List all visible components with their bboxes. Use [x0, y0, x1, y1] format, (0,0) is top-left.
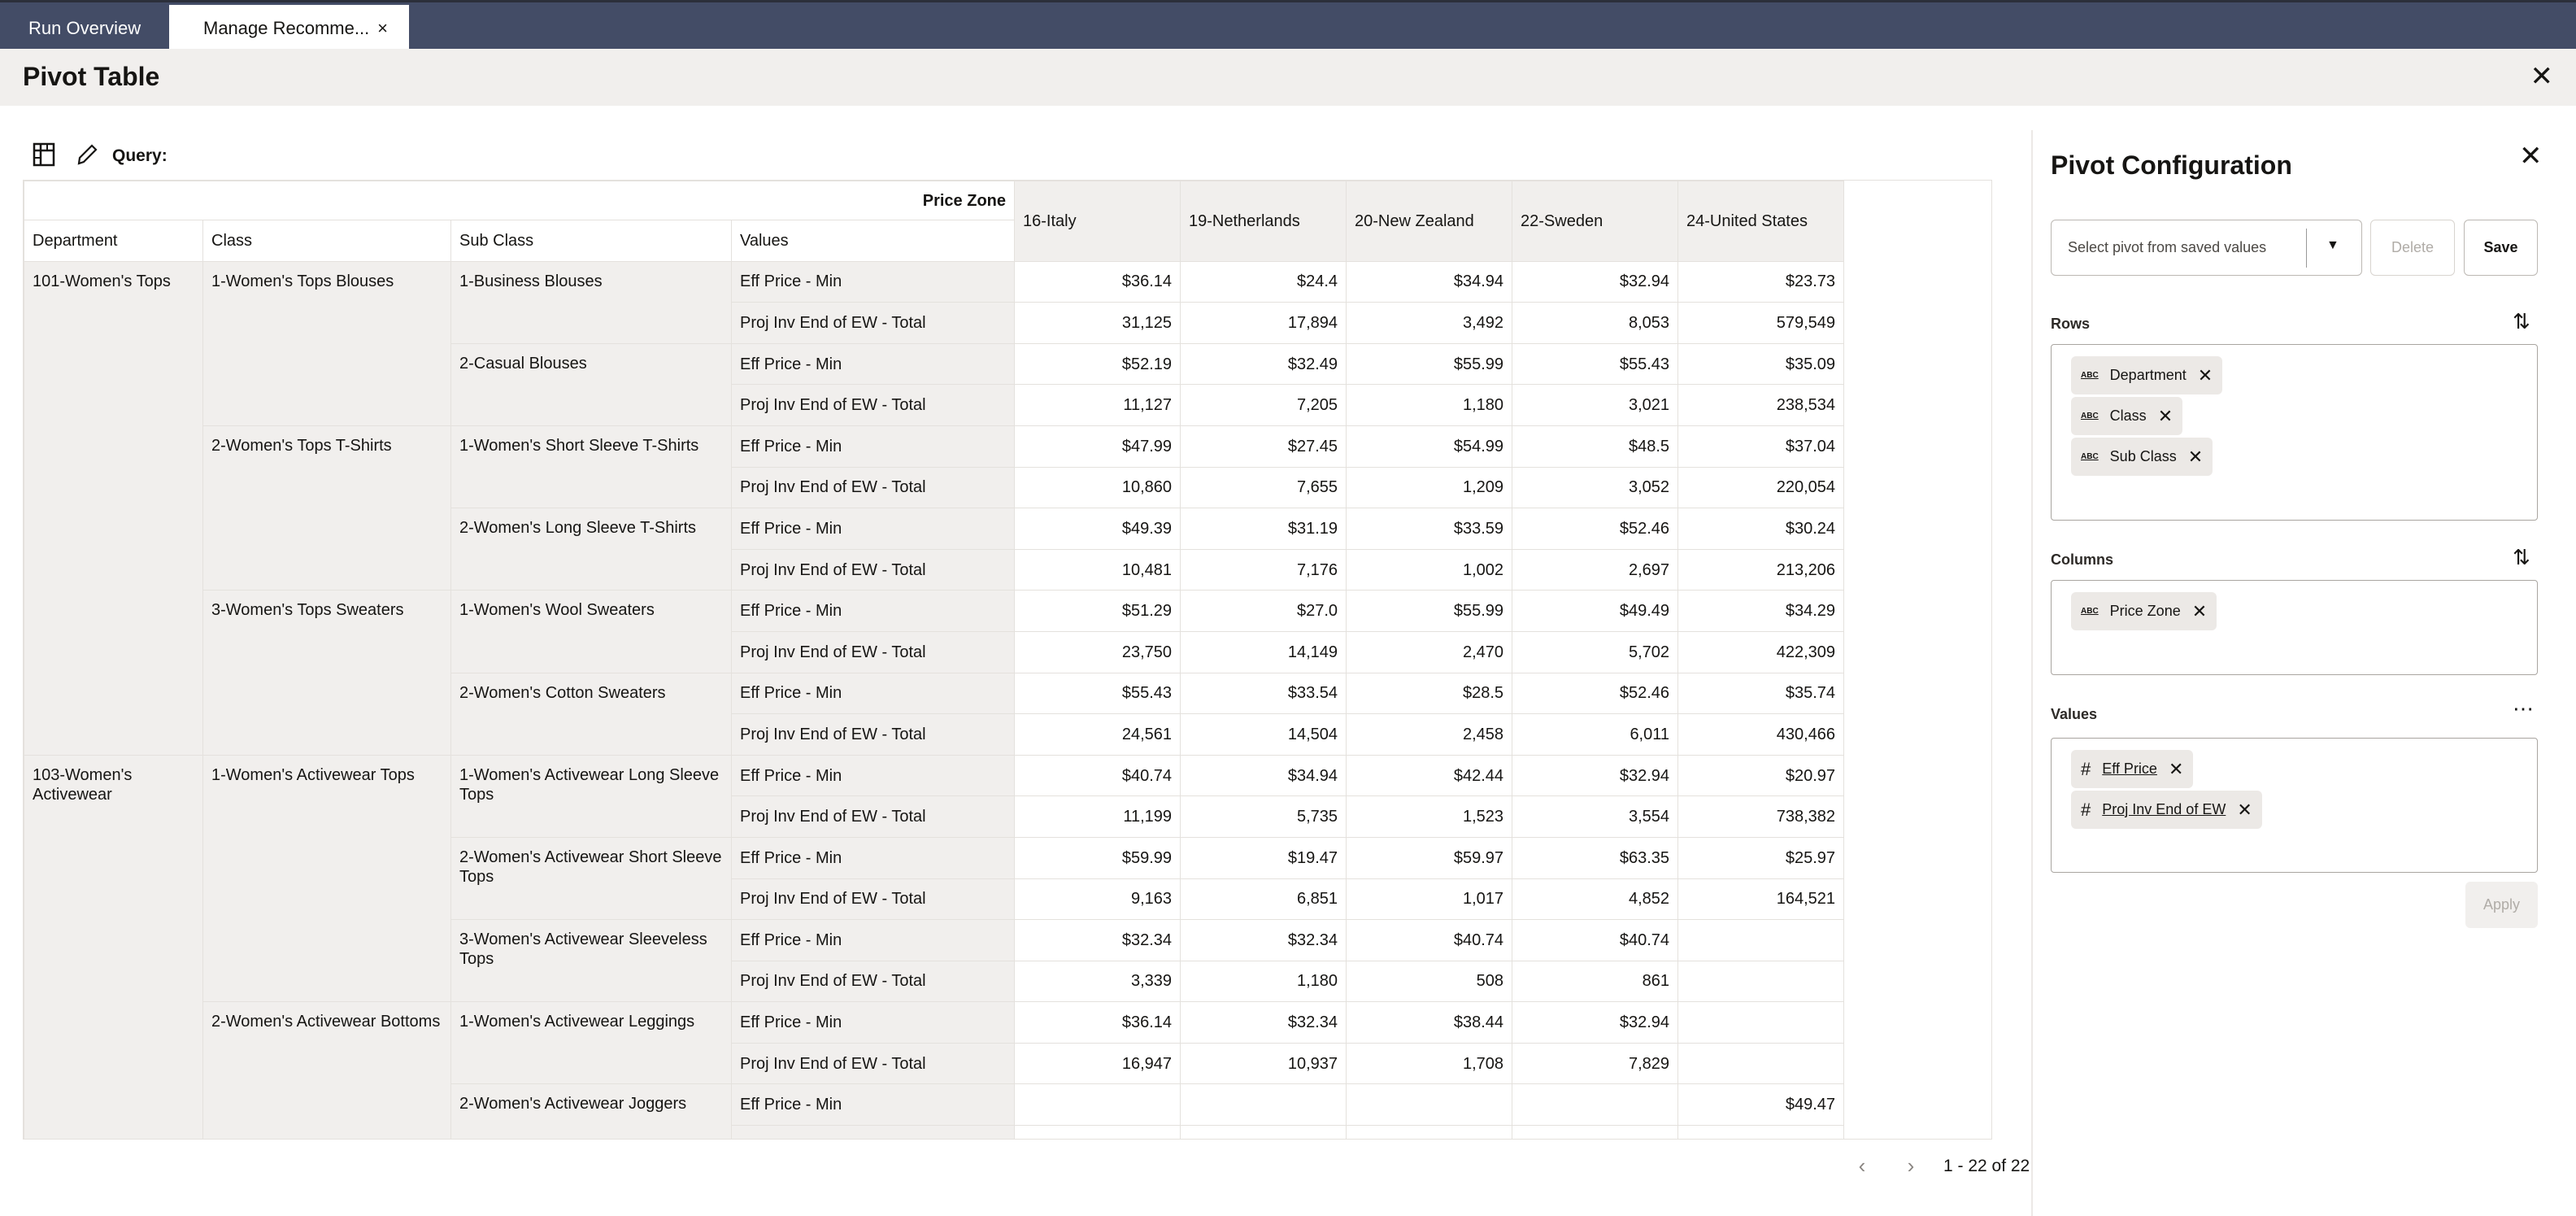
- measure-cell: Eff Price - Min: [732, 508, 1015, 550]
- subclass-cell: 3-Women's Activewear Sleeveless Tops: [451, 920, 732, 1002]
- value-cell: $19.47: [1181, 837, 1347, 878]
- value-cell: $32.94: [1512, 1002, 1678, 1044]
- value-cell: [1512, 1126, 1678, 1140]
- value-cell: [1512, 1084, 1678, 1126]
- empty-cell: [1844, 673, 1992, 714]
- rows-drop-zone[interactable]: [2051, 344, 2538, 521]
- value-cell: $40.74: [1015, 755, 1181, 796]
- chevron-down-icon[interactable]: ▼: [2326, 238, 2339, 252]
- value-cell: $49.39: [1015, 508, 1181, 550]
- class-cell: 2-Women's Activewear Bottoms: [203, 1002, 451, 1140]
- empty-cell: [1844, 1084, 1992, 1126]
- field-chip[interactable]: [2071, 397, 2182, 435]
- empty-cell: [1844, 385, 1992, 426]
- subclass-cell: 2-Casual Blouses: [451, 343, 732, 425]
- value-cell: $47.99: [1015, 425, 1181, 467]
- tab-manage-recommendations[interactable]: [169, 5, 409, 51]
- text-field-icon: ABC: [2081, 412, 2099, 421]
- remove-chip-icon[interactable]: ✕: [2197, 364, 2213, 386]
- subclass-cell: 1-Women's Activewear Leggings: [451, 1002, 732, 1084]
- measure-cell: Eff Price - Min: [732, 673, 1015, 714]
- value-cell: 9,163: [1015, 878, 1181, 920]
- value-cell: $52.46: [1512, 508, 1678, 550]
- class-cell: 1-Women's Tops Blouses: [203, 261, 451, 425]
- department-cell: 103-Women's Activewear: [24, 755, 203, 1140]
- value-cell: $59.97: [1347, 837, 1512, 878]
- empty-cell: [1844, 1002, 1992, 1044]
- column-header[interactable]: 19-Netherlands: [1181, 181, 1347, 262]
- delete-button[interactable]: Delete: [2370, 220, 2455, 276]
- measure-cell: Proj Inv End of EW - Total: [732, 303, 1015, 344]
- value-cell: $40.74: [1347, 920, 1512, 961]
- subclass-cell: 1-Women's Short Sleeve T-Shirts: [451, 425, 732, 508]
- value-cell: 508: [1347, 961, 1512, 1002]
- column-header[interactable]: 22-Sweden: [1512, 181, 1678, 262]
- value-cell: 3,052: [1512, 467, 1678, 508]
- value-cell: $42.44: [1347, 755, 1512, 796]
- table-row: [24, 591, 1993, 632]
- value-cell: 164,521: [1678, 878, 1844, 920]
- value-cell: 16,947: [1015, 1043, 1181, 1084]
- value-cell: $27.0: [1181, 591, 1347, 632]
- remove-chip-icon[interactable]: ✕: [2157, 405, 2174, 426]
- page-title: Pivot Table: [23, 62, 160, 91]
- department-cell: 101-Women's Tops: [24, 261, 203, 755]
- value-cell: 7,655: [1181, 467, 1347, 508]
- class-cell: 3-Women's Tops Sweaters: [203, 591, 451, 755]
- value-cell: [1347, 1126, 1512, 1140]
- subclass-cell: 2-Women's Activewear Short Sleeve Tops: [451, 837, 732, 919]
- table-row: [24, 425, 1993, 467]
- tab-label: Run Overview: [28, 17, 141, 38]
- measure-cell: Eff Price - Min: [732, 1002, 1015, 1044]
- value-cell: 3,021: [1512, 385, 1678, 426]
- column-header[interactable]: 24-United States: [1678, 181, 1844, 262]
- class-cell: 2-Women's Tops T-Shirts: [203, 425, 451, 590]
- value-cell: 430,466: [1678, 714, 1844, 756]
- value-cell: $52.46: [1512, 673, 1678, 714]
- chip-label: Sub Class: [2109, 448, 2177, 464]
- value-cell: $49.49: [1512, 591, 1678, 632]
- value-cell: 10,937: [1181, 1043, 1347, 1084]
- empty-cell: [1844, 755, 1992, 796]
- chip-row: [2071, 791, 2517, 831]
- value-cell: $40.74: [1512, 920, 1678, 961]
- value-cell: 861: [1512, 961, 1678, 1002]
- measure-cell: Proj Inv End of EW - Total: [732, 631, 1015, 673]
- measure-cell: Proj Inv End of EW - Total: [732, 1043, 1015, 1084]
- values-drop-zone[interactable]: [2051, 738, 2538, 873]
- table-row: [24, 261, 1993, 303]
- value-cell: 24,561: [1015, 714, 1181, 756]
- measure-cell: Proj Inv End of EW - Total: [732, 467, 1015, 508]
- empty-cell: [1844, 343, 1992, 385]
- value-cell: $28.5: [1347, 673, 1512, 714]
- pivot-grid: [24, 181, 1992, 1140]
- value-cell: 738,382: [1678, 796, 1844, 838]
- field-chip[interactable]: [2071, 438, 2213, 476]
- apply-button[interactable]: Apply: [2465, 882, 2538, 928]
- measure-cell: Eff Price - Min: [732, 425, 1015, 467]
- value-cell: $55.99: [1347, 591, 1512, 632]
- measure-cell: Proj Inv End of EW - Total: [732, 961, 1015, 1002]
- header-row: [24, 181, 1993, 220]
- value-cell: 422,309: [1678, 631, 1844, 673]
- pivot-table[interactable]: [23, 180, 1992, 1140]
- value-cell: $34.94: [1347, 261, 1512, 303]
- chip-row: [2071, 750, 2517, 791]
- value-cell: $27.45: [1181, 425, 1347, 467]
- table-row: [24, 1002, 1993, 1044]
- value-cell: $35.09: [1678, 343, 1844, 385]
- value-cell: 2,458: [1347, 714, 1512, 756]
- empty-cell: [1844, 591, 1992, 632]
- remove-chip-icon[interactable]: ✕: [2237, 799, 2252, 820]
- prev-page-button[interactable]: ‹: [1858, 1153, 1866, 1178]
- value-cell: 220,054: [1678, 467, 1844, 508]
- value-cell: $32.34: [1015, 920, 1181, 961]
- numeric-field-icon: #: [2081, 799, 2091, 820]
- rows-label: Rows: [2051, 316, 2091, 332]
- value-cell: $55.43: [1512, 343, 1678, 385]
- value-cell: 1,209: [1347, 467, 1512, 508]
- columns-drop-zone[interactable]: [2051, 580, 2538, 675]
- field-chip[interactable]: [2071, 356, 2222, 394]
- query-label: Query:: [112, 146, 168, 165]
- close-icon[interactable]: ✕: [2530, 61, 2553, 92]
- tab-run-overview[interactable]: [0, 5, 169, 51]
- edit-pencil-icon[interactable]: [75, 142, 99, 171]
- value-cell: [1015, 1084, 1181, 1126]
- value-cell: 31,125: [1015, 303, 1181, 344]
- page-range: 1 - 22 of 22: [1943, 1156, 2030, 1175]
- value-cell: [1678, 1126, 1844, 1140]
- value-cell: 3,492: [1347, 303, 1512, 344]
- empty-cell: [1844, 631, 1992, 673]
- value-cell: $20.97: [1678, 755, 1844, 796]
- measure-cell: Eff Price - Min: [732, 755, 1015, 796]
- value-cell: 1,017: [1347, 878, 1512, 920]
- value-cell: $25.97: [1678, 837, 1844, 878]
- value-cell: $32.94: [1512, 755, 1678, 796]
- value-cell: 7,205: [1181, 385, 1347, 426]
- value-cell: 7,829: [1512, 1043, 1678, 1084]
- empty-cell: [1844, 837, 1992, 878]
- value-cell: $55.43: [1015, 673, 1181, 714]
- empty-cell: [1844, 714, 1992, 756]
- save-button[interactable]: Save: [2464, 220, 2538, 276]
- value-cell: $30.24: [1678, 508, 1844, 550]
- value-cell: 23,750: [1015, 631, 1181, 673]
- pivot-configuration-panel: [2031, 130, 2576, 1216]
- value-cell: $52.19: [1015, 343, 1181, 385]
- column-header[interactable]: 20-New Zealand: [1347, 181, 1512, 262]
- row-field-header[interactable]: Class: [203, 220, 451, 262]
- value-cell: $36.14: [1015, 1002, 1181, 1044]
- subclass-cell: 1-Business Blouses: [451, 261, 732, 343]
- value-cell: 17,894: [1181, 303, 1347, 344]
- values-label: Values: [2051, 706, 2098, 722]
- chip-label[interactable]: Proj Inv End of EW: [2102, 801, 2226, 817]
- toolbar: [33, 140, 168, 172]
- tab-label: Manage Recomme...: [203, 17, 370, 38]
- chip-label: Price Zone: [2109, 603, 2181, 619]
- row-field-header[interactable]: Department: [24, 220, 203, 262]
- value-cell: $32.94: [1512, 261, 1678, 303]
- chip-label: Department: [2109, 367, 2187, 383]
- text-field-icon: ABC: [2081, 607, 2099, 616]
- measure-cell: [732, 1126, 1015, 1140]
- empty-cell: [1844, 508, 1992, 550]
- value-cell: 10,860: [1015, 467, 1181, 508]
- measure-cell: Proj Inv End of EW - Total: [732, 549, 1015, 591]
- value-cell: $51.29: [1015, 591, 1181, 632]
- measure-cell: Proj Inv End of EW - Total: [732, 385, 1015, 426]
- value-cell: 6,851: [1181, 878, 1347, 920]
- more-options-icon[interactable]: ⋯: [2513, 696, 2534, 721]
- value-cell: $33.54: [1181, 673, 1347, 714]
- subclass-cell: 1-Women's Wool Sweaters: [451, 591, 732, 673]
- value-cell: $34.94: [1181, 755, 1347, 796]
- empty-cell: [1844, 878, 1992, 920]
- swap-sort-icon[interactable]: ⇅: [2513, 309, 2530, 333]
- table-row: [24, 755, 1993, 796]
- row-field-header[interactable]: Values: [732, 220, 1015, 262]
- value-cell: 3,554: [1512, 796, 1678, 838]
- value-cell: 238,534: [1678, 385, 1844, 426]
- measure-cell: Proj Inv End of EW - Total: [732, 714, 1015, 756]
- chip-label[interactable]: Eff Price: [2102, 761, 2157, 777]
- remove-chip-icon[interactable]: ✕: [2168, 758, 2184, 779]
- field-chip[interactable]: [2071, 592, 2217, 630]
- panel-title: Pivot Configuration: [2051, 150, 2292, 180]
- empty-cell: [1844, 425, 1992, 467]
- field-chip[interactable]: [2071, 750, 2193, 788]
- value-cell: $34.29: [1678, 591, 1844, 632]
- text-field-icon: ABC: [2081, 371, 2099, 380]
- value-cell: [1015, 1126, 1181, 1140]
- value-cell: 3,339: [1015, 961, 1181, 1002]
- value-cell: 5,702: [1512, 631, 1678, 673]
- divider: [2306, 229, 2307, 268]
- value-cell: $31.19: [1181, 508, 1347, 550]
- empty-cell: [1844, 467, 1992, 508]
- value-cell: 2,697: [1512, 549, 1678, 591]
- value-cell: $32.34: [1181, 920, 1347, 961]
- chip-row: [2071, 592, 2517, 633]
- empty-cell: [1844, 303, 1992, 344]
- value-cell: $38.44: [1347, 1002, 1512, 1044]
- value-cell: 5,735: [1181, 796, 1347, 838]
- measure-cell: Eff Price - Min: [732, 343, 1015, 385]
- value-cell: 14,149: [1181, 631, 1347, 673]
- subclass-cell: 2-Women's Activewear Joggers: [451, 1084, 732, 1140]
- class-cell: 1-Women's Activewear Tops: [203, 755, 451, 1002]
- page-header: [0, 49, 2576, 106]
- subclass-cell: 2-Women's Cotton Sweaters: [451, 673, 732, 755]
- value-cell: $36.14: [1015, 261, 1181, 303]
- value-cell: $37.04: [1678, 425, 1844, 467]
- empty-cell: [1844, 261, 1992, 303]
- empty-cell: [1844, 1043, 1992, 1084]
- chip-row: [2071, 438, 2517, 478]
- close-tab-icon[interactable]: ×: [377, 17, 388, 38]
- measure-cell: Proj Inv End of EW - Total: [732, 796, 1015, 838]
- value-cell: $24.4: [1181, 261, 1347, 303]
- value-cell: $23.73: [1678, 261, 1844, 303]
- value-cell: [1678, 920, 1844, 961]
- value-cell: [1181, 1126, 1347, 1140]
- value-cell: $35.74: [1678, 673, 1844, 714]
- value-cell: 1,523: [1347, 796, 1512, 838]
- subclass-cell: 1-Women's Activewear Long Sleeve Tops: [451, 755, 732, 837]
- value-cell: 11,199: [1015, 796, 1181, 838]
- saved-pivot-select[interactable]: [2051, 220, 2362, 276]
- value-cell: [1678, 1002, 1844, 1044]
- measure-cell: Proj Inv End of EW - Total: [732, 878, 1015, 920]
- empty-cell: [1844, 1126, 1992, 1140]
- value-cell: 4,852: [1512, 878, 1678, 920]
- value-cell: $32.49: [1181, 343, 1347, 385]
- value-cell: 14,504: [1181, 714, 1347, 756]
- value-cell: $49.47: [1678, 1084, 1844, 1126]
- value-cell: [1181, 1084, 1347, 1126]
- value-cell: 6,011: [1512, 714, 1678, 756]
- value-cell: $59.99: [1015, 837, 1181, 878]
- tab-bar: [0, 0, 2576, 49]
- value-cell: 579,549: [1678, 303, 1844, 344]
- value-cell: 7,176: [1181, 549, 1347, 591]
- value-cell: 2,470: [1347, 631, 1512, 673]
- text-field-icon: ABC: [2081, 452, 2099, 461]
- measure-cell: Eff Price - Min: [732, 261, 1015, 303]
- value-cell: [1678, 961, 1844, 1002]
- measure-cell: Eff Price - Min: [732, 920, 1015, 961]
- value-cell: $33.59: [1347, 508, 1512, 550]
- table-layout-icon[interactable]: [33, 142, 55, 171]
- empty-cell: [1844, 549, 1992, 591]
- value-cell: 1,180: [1347, 385, 1512, 426]
- remove-chip-icon[interactable]: ✕: [2191, 600, 2208, 621]
- swap-sort-icon[interactable]: ⇅: [2513, 545, 2530, 569]
- price-zone-label: Price Zone: [24, 181, 1015, 220]
- chip-row: [2071, 397, 2517, 438]
- select-placeholder: Select pivot from saved values: [2068, 239, 2267, 255]
- numeric-field-icon: #: [2081, 758, 2091, 779]
- subclass-cell: 2-Women's Long Sleeve T-Shirts: [451, 508, 732, 591]
- value-cell: $63.35: [1512, 837, 1678, 878]
- value-cell: 8,053: [1512, 303, 1678, 344]
- measure-cell: Eff Price - Min: [732, 1084, 1015, 1126]
- close-panel-icon[interactable]: ✕: [2519, 141, 2543, 172]
- value-cell: 1,002: [1347, 549, 1512, 591]
- value-cell: 1,708: [1347, 1043, 1512, 1084]
- value-cell: 10,481: [1015, 549, 1181, 591]
- chip-row: [2071, 356, 2517, 397]
- column-header[interactable]: 16-Italy: [1015, 181, 1181, 262]
- value-cell: 11,127: [1015, 385, 1181, 426]
- value-cell: $54.99: [1347, 425, 1512, 467]
- chip-label: Class: [2109, 408, 2147, 424]
- measure-cell: Eff Price - Min: [732, 837, 1015, 878]
- empty-cell: [1844, 961, 1992, 1002]
- empty-cell: [1844, 796, 1992, 838]
- value-cell: [1678, 1043, 1844, 1084]
- measure-cell: Eff Price - Min: [732, 591, 1015, 632]
- value-cell: $55.99: [1347, 343, 1512, 385]
- remove-chip-icon[interactable]: ✕: [2187, 446, 2204, 467]
- value-cell: [1347, 1084, 1512, 1126]
- next-page-button[interactable]: ›: [1907, 1153, 1915, 1178]
- value-cell: 213,206: [1678, 549, 1844, 591]
- row-field-header[interactable]: Sub Class: [451, 220, 732, 262]
- value-cell: $32.34: [1181, 1002, 1347, 1044]
- value-cell: 1,180: [1181, 961, 1347, 1002]
- value-cell: $48.5: [1512, 425, 1678, 467]
- columns-label: Columns: [2051, 551, 2114, 568]
- empty-cell: [1844, 181, 1992, 262]
- pagination: [1846, 1153, 2030, 1179]
- field-chip[interactable]: [2071, 791, 2262, 829]
- empty-cell: [1844, 920, 1992, 961]
